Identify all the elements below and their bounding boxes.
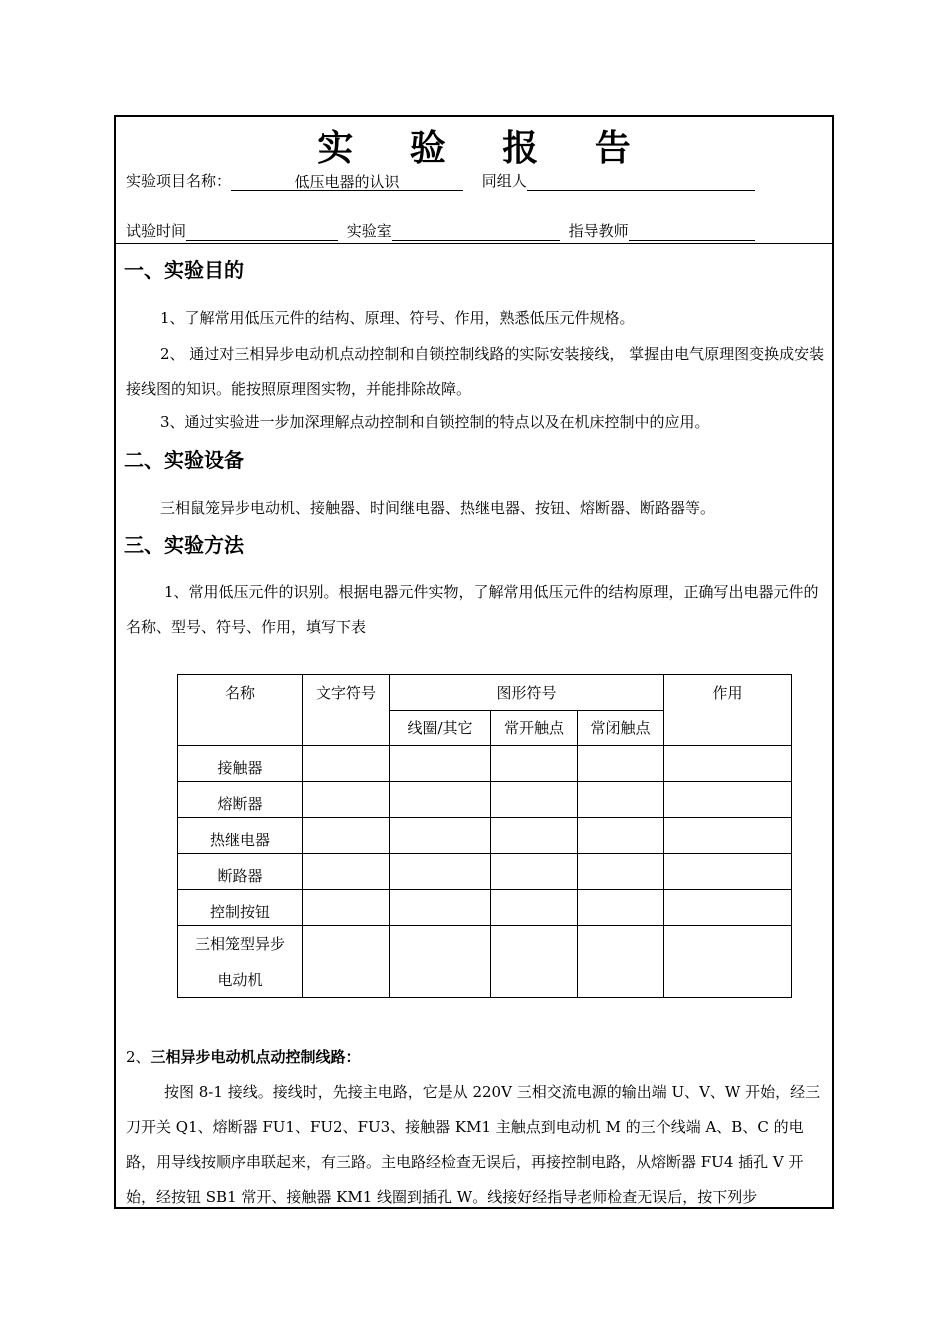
section-1-item-1: 1、了解常用低压元件的结构、原理、符号、作用，熟悉低压元件规格。: [160, 309, 635, 327]
table-cell[interactable]: [490, 745, 578, 782]
row-name-thermal-relay: 热继电器: [177, 817, 303, 854]
table-cell[interactable]: [663, 745, 792, 782]
project-name: 低压电器的认识: [294, 173, 400, 191]
section-3-title: 三、实验方法: [124, 533, 244, 557]
section-1-item-2: 2、 通过对三相异步电动机点动控制和自锁控制线路的实际安装接线， 掌握由电气原理图变换成安装接线图的知识。能按照原理图实物，并能排除故障。: [126, 345, 825, 398]
table-cell[interactable]: [389, 817, 491, 854]
table-cell[interactable]: [490, 925, 578, 998]
time-row: [126, 221, 755, 241]
table-cell[interactable]: [302, 889, 390, 926]
project-label: 实验项目名称：: [126, 172, 232, 190]
section-2-title: 二、实验设备: [124, 448, 244, 472]
lab-label: 实验室: [346, 222, 392, 240]
table-cell[interactable]: [302, 853, 390, 890]
table-cell[interactable]: [577, 853, 664, 890]
table-cell[interactable]: [302, 925, 390, 998]
table-cell[interactable]: [302, 781, 390, 818]
header-divider: [116, 243, 832, 244]
table-cell[interactable]: [577, 925, 664, 998]
row-name-control-button: 控制按钮: [177, 889, 303, 926]
table-cell[interactable]: [663, 853, 792, 890]
report-title: 实 验 报 告: [317, 127, 653, 169]
row-name-motor: 三相笼型异步电动机: [177, 925, 303, 998]
table-cell[interactable]: [490, 817, 578, 854]
table-cell[interactable]: [302, 745, 390, 782]
table-cell[interactable]: [490, 781, 578, 818]
table-cell[interactable]: [389, 853, 491, 890]
teacher-label: 指导教师: [568, 222, 629, 240]
group-field[interactable]: [527, 172, 755, 191]
section-1-item-3: 3、通过实验进一步加深理解点动控制和自锁控制的特点以及在机床控制中的应用。: [160, 413, 710, 431]
table-cell[interactable]: [389, 925, 491, 998]
step-2-title: 2、三相异步电动机点动控制线路：: [126, 1048, 361, 1066]
section-2-text: 三相鼠笼异步电动机、接触器、时间继电器、热继电器、按钮、熔断器、断路器等。: [160, 499, 716, 517]
section-1-title: 一、实验目的: [124, 258, 244, 282]
row-name-fuse: 熔断器: [177, 781, 303, 818]
row-name-breaker: 断路器: [177, 853, 303, 890]
table-cell[interactable]: [663, 781, 792, 818]
group-label: 同组人: [481, 172, 527, 190]
table-cell[interactable]: [577, 781, 664, 818]
table-cell[interactable]: [577, 889, 664, 926]
time-field[interactable]: [186, 222, 338, 241]
th-no-contact: 常开触点: [490, 710, 578, 746]
table-cell[interactable]: [302, 817, 390, 854]
component-table: [178, 675, 792, 999]
table-cell[interactable]: [663, 889, 792, 926]
project-row: [126, 171, 755, 191]
th-graphic-symbol: 图形符号: [389, 674, 664, 711]
report-frame: [114, 115, 834, 1209]
table-cell[interactable]: [663, 925, 792, 998]
step-2-text: 按图 8-1 接线。接线时，先接主电路，它是从 220V 三相交流电源的输出端 U、V、W 开始，经三刀开关 Q1、熔断器 FU1、FU2、FU3、接触器 KM1 主触点到电动机 M 的三个线端 A、B、C 的电路，用导线按顺序串联起来，有三路。主电路经检查无误后，再接控制电路，从熔断器 FU4 插孔 V 开始，经按钮 SB1 常开、接触器 KM1 线圈到插孔 W。线接好经指导老师检查无误后，按下列步: [126, 1083, 821, 1206]
table-cell[interactable]: [389, 781, 491, 818]
th-function: 作用: [663, 674, 792, 746]
row-name-contactor: 接触器: [177, 745, 303, 782]
section-3-step-1: 1、常用低压元件的识别。根据电器元件实物，了解常用低压元件的结构原理，正确写出电器元件的名称、型号、符号、作用，填写下表: [126, 583, 819, 636]
table-cell[interactable]: [490, 889, 578, 926]
table-cell[interactable]: [577, 745, 664, 782]
th-text-symbol: 文字符号: [302, 674, 390, 746]
time-label: 试验时间: [126, 222, 187, 240]
project-name-field[interactable]: [231, 172, 463, 191]
th-nc-contact: 常闭触点: [577, 710, 664, 746]
table-cell[interactable]: [490, 853, 578, 890]
table-cell[interactable]: [663, 817, 792, 854]
table-cell[interactable]: [389, 889, 491, 926]
teacher-field[interactable]: [629, 222, 755, 241]
table-cell[interactable]: [577, 817, 664, 854]
table-cell[interactable]: [389, 745, 491, 782]
th-name: 名称: [177, 674, 303, 746]
lab-field[interactable]: [392, 222, 560, 241]
th-coil: 线圈/其它: [389, 710, 491, 746]
